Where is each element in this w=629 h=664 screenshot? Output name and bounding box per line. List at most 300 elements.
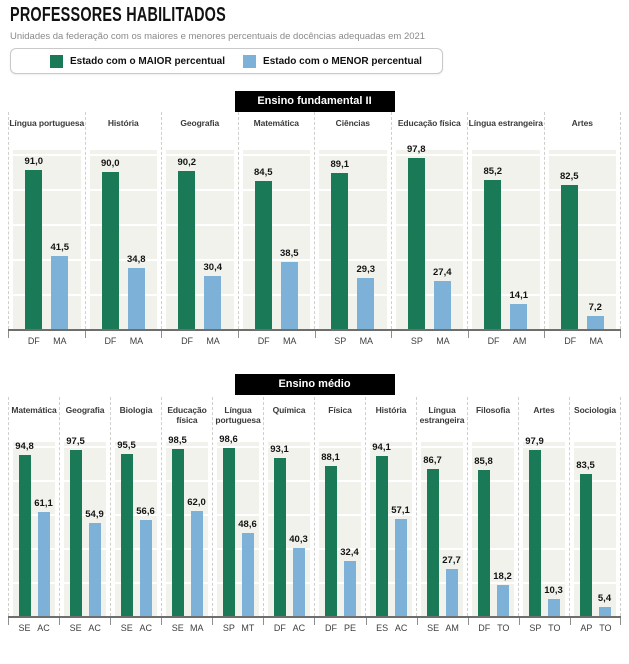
subject-label: Ciências (335, 118, 370, 128)
value-label: 10,3 (544, 584, 563, 596)
state-label: MT (241, 623, 255, 633)
state-label: DF (257, 336, 270, 346)
axis-tick (8, 618, 9, 625)
plot-area (519, 435, 569, 616)
value-label: 5,4 (597, 592, 612, 604)
state-label: SE (171, 623, 184, 633)
value-label: 88,1 (321, 452, 340, 464)
axis-tick (544, 331, 545, 338)
state-labels-panel (519, 618, 570, 640)
subject-panel (161, 112, 238, 329)
subject-label: Língua portuguesa (9, 118, 85, 128)
subject-label: Química (272, 405, 306, 415)
state-label: TO (497, 623, 510, 633)
bar-slot (136, 446, 155, 616)
subject-label: Artes (571, 118, 593, 128)
bar-slot (102, 154, 119, 329)
state-labels-panel (570, 618, 621, 640)
plot-area (60, 436, 110, 616)
bar-menor (128, 268, 145, 329)
bar-slot (484, 154, 501, 329)
subject-label: Geografia (65, 405, 105, 415)
bar-maior (376, 456, 388, 616)
bar-group (545, 154, 621, 329)
bar-slot (15, 440, 34, 616)
subject-label: História (375, 405, 407, 415)
subject-label: Biologia (119, 405, 153, 415)
bar-slot (168, 434, 187, 616)
state-pair (162, 336, 238, 346)
section-title-medio: Ensino médio (235, 374, 395, 395)
bar-maior (121, 454, 133, 616)
bar-maior (70, 450, 82, 616)
bar-menor (344, 561, 356, 616)
value-label: 54,9 (85, 508, 104, 520)
state-label: DF (325, 623, 337, 633)
bar-slot (599, 446, 611, 616)
bar-slot (219, 434, 238, 616)
bar-menor (599, 607, 611, 616)
subject-panel (314, 112, 391, 329)
state-label: DF (181, 336, 194, 346)
state-pair (9, 623, 59, 633)
bar-slot (281, 154, 298, 329)
plot-area (264, 443, 314, 616)
subject-panel (518, 397, 569, 616)
bar-group (60, 436, 110, 616)
subject-label: Sociologia (574, 405, 616, 415)
value-label: 94,8 (15, 440, 34, 452)
bar-group (86, 154, 162, 329)
bar-slot (331, 154, 348, 329)
bar-group (570, 446, 620, 616)
state-label: SP (410, 336, 423, 346)
subject-panel (544, 112, 622, 329)
value-label: 85,8 (474, 456, 493, 468)
subject-panel (161, 397, 212, 616)
state-pair (162, 623, 212, 633)
state-labels-panel (212, 618, 263, 640)
value-label: 62,0 (187, 496, 206, 508)
value-label: 97,5 (66, 436, 85, 448)
plot-area (86, 154, 162, 329)
subject-panel (85, 112, 162, 329)
value-label: 97,9 (525, 435, 544, 447)
bar-slot (372, 442, 391, 616)
bar-maior (172, 449, 184, 616)
bar-slot (340, 446, 359, 616)
value-label: 41,5 (50, 242, 69, 254)
state-pair (520, 623, 570, 633)
bar-slot (238, 446, 257, 616)
legend-swatch-menor (243, 55, 256, 68)
state-labels-panel (468, 331, 545, 353)
axis-tick (85, 331, 86, 338)
bar-slot (434, 154, 451, 329)
subject-panel (416, 397, 467, 616)
legend-label-maior: Estado com o MAIOR percentual (70, 55, 226, 67)
bar-maior (25, 170, 42, 329)
axis-tick (212, 618, 213, 625)
axis-tick (238, 331, 239, 338)
state-labels-panel (59, 618, 110, 640)
state-pair (264, 623, 314, 633)
state-label: AC (394, 623, 408, 633)
axis-tick (468, 331, 469, 338)
state-labels-panel (8, 331, 85, 353)
value-label: 57,1 (391, 504, 410, 516)
value-label: 90,2 (177, 157, 196, 169)
bar-maior (529, 450, 541, 616)
bar-maior (427, 469, 439, 616)
bar-menor (242, 533, 254, 616)
value-label: 32,4 (340, 546, 359, 558)
bar-menor (191, 511, 203, 616)
bar-maior (408, 158, 425, 329)
state-pair (213, 623, 263, 633)
chart-section-fundamental (8, 91, 621, 353)
plot-area (9, 154, 85, 329)
subject-label: Física (328, 405, 352, 415)
value-label: 30,4 (203, 261, 222, 273)
state-pair (545, 336, 621, 346)
state-pair (315, 623, 365, 633)
bar-slot (178, 154, 195, 329)
axis-tick (570, 618, 571, 625)
state-pair (316, 336, 392, 346)
state-label: SP (529, 623, 542, 633)
state-label: MA (359, 336, 374, 346)
bar-slot (66, 436, 85, 616)
bar-group (162, 154, 238, 329)
state-label: AM (512, 336, 527, 346)
bar-group (315, 446, 365, 616)
subject-panel (391, 112, 468, 329)
bar-menor (497, 585, 509, 616)
state-label: AC (88, 623, 101, 633)
bar-slot (187, 446, 206, 616)
subject-panel (365, 397, 416, 616)
bar-menor (548, 599, 560, 617)
value-label: 98,6 (219, 434, 238, 446)
state-label: AM (445, 623, 459, 633)
section-title-fundamental: Ensino fundamental II (235, 91, 395, 112)
subject-panel (8, 397, 59, 616)
plot-area (162, 154, 238, 329)
state-labels-panel (417, 618, 468, 640)
bar-menor (38, 512, 50, 616)
bar-slot (587, 154, 604, 329)
plot-area (315, 154, 391, 329)
state-labels-panel (161, 331, 238, 353)
subject-label: Educação física (397, 118, 461, 128)
plot-area (213, 434, 263, 616)
value-label: 94,1 (372, 442, 391, 454)
state-labels-panel (263, 618, 314, 640)
bar-menor (446, 569, 458, 616)
state-label: DF (478, 623, 491, 633)
state-pair (392, 336, 468, 346)
bar-slot (544, 446, 563, 616)
plot-area (392, 143, 468, 329)
state-label: AC (292, 623, 306, 633)
bar-slot (25, 154, 42, 329)
bar-group (239, 154, 315, 329)
state-label: AP (580, 623, 593, 633)
bar-group (519, 435, 569, 616)
plot-area (366, 442, 416, 616)
bar-group (315, 154, 391, 329)
value-label: 48,6 (238, 519, 257, 531)
subject-label: Língua estrangeira (419, 405, 465, 426)
bar-slot (510, 154, 527, 329)
bar-slot (576, 446, 595, 616)
bar-group (417, 446, 467, 616)
bar-slot (270, 443, 289, 616)
state-pair (239, 336, 315, 346)
bar-menor (434, 281, 451, 329)
value-label: 93,1 (270, 443, 289, 455)
state-labels-panel (238, 331, 315, 353)
value-label: 7,2 (588, 302, 602, 314)
bar-menor (140, 520, 152, 616)
value-label: 98,5 (168, 434, 187, 446)
state-label: MA (282, 336, 297, 346)
state-label: ES (376, 623, 389, 633)
state-pair (60, 623, 110, 633)
state-pair (418, 623, 468, 633)
axis-tick (315, 331, 316, 338)
state-label: TO (599, 623, 612, 633)
bar-slot (117, 439, 136, 616)
axis-tick (417, 618, 418, 625)
bar-group (9, 440, 59, 616)
state-label: AC (37, 623, 50, 633)
plot-area (239, 154, 315, 329)
legend-swatch-maior (50, 55, 63, 68)
plot-area (570, 446, 620, 616)
subject-panel (467, 112, 544, 329)
bar-maior (478, 470, 490, 616)
axis-labels-row (8, 331, 621, 353)
bar-slot (561, 154, 578, 329)
subject-label: Língua estrangeira (468, 118, 543, 128)
bar-menor (204, 276, 221, 329)
subject-label: Matemática (253, 118, 299, 128)
axis-tick (519, 618, 520, 625)
axis-tick (161, 331, 162, 338)
state-label: DF (487, 336, 500, 346)
page-title: PROFESSORES HABILITADOS (10, 4, 226, 26)
state-label: MA (129, 336, 144, 346)
subject-panel (263, 397, 314, 616)
bar-slot (407, 143, 426, 329)
axis-tick (468, 618, 469, 625)
state-label: MA (190, 623, 204, 633)
state-pair (469, 623, 519, 633)
state-label: MA (589, 336, 603, 346)
value-label: 83,5 (576, 460, 595, 472)
bar-maior (255, 181, 272, 329)
panels-row (8, 397, 621, 618)
chart-section-medio (8, 374, 621, 640)
state-label: TO (548, 623, 561, 633)
legend-label-menor: Estado com o MENOR percentual (263, 55, 422, 67)
value-label: 86,7 (423, 454, 442, 466)
state-labels-panel (161, 618, 212, 640)
state-label: DF (27, 336, 40, 346)
bar-maior (19, 455, 31, 616)
state-labels-panel (468, 618, 519, 640)
axis-tick (161, 618, 162, 625)
subject-label: História (107, 118, 139, 128)
bar-group (213, 434, 263, 616)
plot-area (468, 154, 544, 329)
value-label: 61,1 (34, 498, 53, 510)
plot-area (9, 440, 59, 616)
value-label: 34,8 (127, 254, 146, 266)
subject-panel (110, 397, 161, 616)
bar-slot (204, 154, 221, 329)
state-label: SP (222, 623, 235, 633)
state-labels-panel (391, 331, 468, 353)
bar-maior (561, 185, 578, 329)
subject-panel (212, 397, 263, 616)
value-label: 82,5 (560, 170, 579, 182)
axis-tick (391, 331, 392, 338)
state-labels-panel (110, 618, 161, 640)
value-label: 89,1 (330, 159, 349, 171)
subject-label: Artes (533, 405, 555, 415)
state-pair (367, 623, 417, 633)
state-label: AC (139, 623, 152, 633)
plot-area (417, 446, 467, 616)
bar-maior (325, 466, 337, 616)
bar-menor (293, 548, 305, 617)
bar-maior (484, 180, 501, 329)
plot-area (162, 434, 212, 616)
state-label: MA (206, 336, 220, 346)
bar-menor (587, 316, 604, 329)
bar-group (162, 434, 212, 616)
plot-area (111, 439, 161, 616)
state-label: MA (436, 336, 450, 346)
plot-area (468, 446, 518, 616)
bar-maior (331, 173, 348, 329)
bar-slot (391, 446, 410, 616)
bar-slot (34, 446, 53, 616)
subject-panel (8, 112, 85, 329)
state-labels-panel (315, 331, 392, 353)
axis-tick (314, 618, 315, 625)
subject-label: Geografia (180, 118, 220, 128)
axis-tick (110, 618, 111, 625)
plot-area (315, 446, 365, 616)
state-label: DF (273, 623, 286, 633)
subject-label: Filosofia (475, 405, 511, 415)
panels-row (8, 112, 621, 331)
axis-labels-row (8, 618, 621, 640)
bar-maior (223, 448, 235, 616)
value-label: 27,4 (433, 267, 452, 279)
axis-tick (263, 618, 264, 625)
value-label: 56,6 (136, 505, 155, 517)
subject-label: Educação física (167, 405, 207, 426)
value-label: 14,1 (509, 290, 528, 302)
state-labels-panel (8, 618, 59, 640)
value-label: 97,8 (407, 143, 426, 155)
bar-slot (442, 446, 461, 616)
bar-menor (281, 262, 298, 329)
axis-tick (8, 331, 9, 338)
value-label: 85,2 (483, 165, 502, 177)
plot-area (545, 154, 621, 329)
subject-panel (238, 112, 315, 329)
page-subtitle: Unidades da federação com os maiores e menores percentuais de docências adequadas em 2021 (10, 31, 426, 42)
bar-slot (289, 446, 308, 616)
bar-maior (580, 474, 592, 616)
bar-menor (357, 278, 374, 329)
bar-slot (357, 154, 374, 329)
state-pair (86, 336, 162, 346)
subject-label: Matemática (11, 405, 57, 415)
bar-slot (474, 446, 493, 616)
value-label: 38,5 (280, 247, 299, 259)
axis-tick (59, 618, 60, 625)
state-label: MA (53, 336, 67, 346)
bar-group (264, 443, 314, 616)
state-label: PE (344, 623, 357, 633)
bar-menor (51, 256, 68, 329)
bar-slot (85, 446, 104, 616)
value-label: 84,5 (254, 167, 273, 179)
state-pair (571, 623, 621, 633)
state-label: SE (69, 623, 82, 633)
bar-maior (274, 458, 286, 616)
bar-slot (321, 446, 340, 616)
state-pair (469, 336, 545, 346)
bar-menor (395, 519, 407, 616)
bar-menor (510, 304, 527, 329)
bar-group (468, 446, 518, 616)
state-label: DF (104, 336, 117, 346)
bar-group (111, 439, 161, 616)
state-labels-panel (314, 618, 365, 640)
subject-label: Língua portuguesa (215, 405, 261, 426)
value-label: 27,7 (442, 554, 461, 566)
state-pair (9, 336, 85, 346)
bar-group (392, 143, 468, 329)
state-labels-panel (366, 618, 417, 640)
subject-panel (314, 397, 365, 616)
bar-slot (128, 154, 145, 329)
state-label: SE (18, 623, 31, 633)
value-label: 90,0 (101, 157, 120, 169)
state-labels-panel (544, 331, 621, 353)
value-label: 29,3 (356, 263, 375, 275)
subject-panel (569, 397, 621, 616)
value-label: 95,5 (117, 439, 136, 451)
bar-maior (178, 171, 195, 329)
bar-slot (51, 154, 68, 329)
legend-box (10, 48, 443, 74)
bar-slot (255, 154, 272, 329)
bar-group (9, 154, 85, 329)
state-labels-panel (85, 331, 162, 353)
value-label: 91,0 (24, 155, 43, 167)
state-label: SE (427, 623, 440, 633)
state-label: SE (120, 623, 133, 633)
